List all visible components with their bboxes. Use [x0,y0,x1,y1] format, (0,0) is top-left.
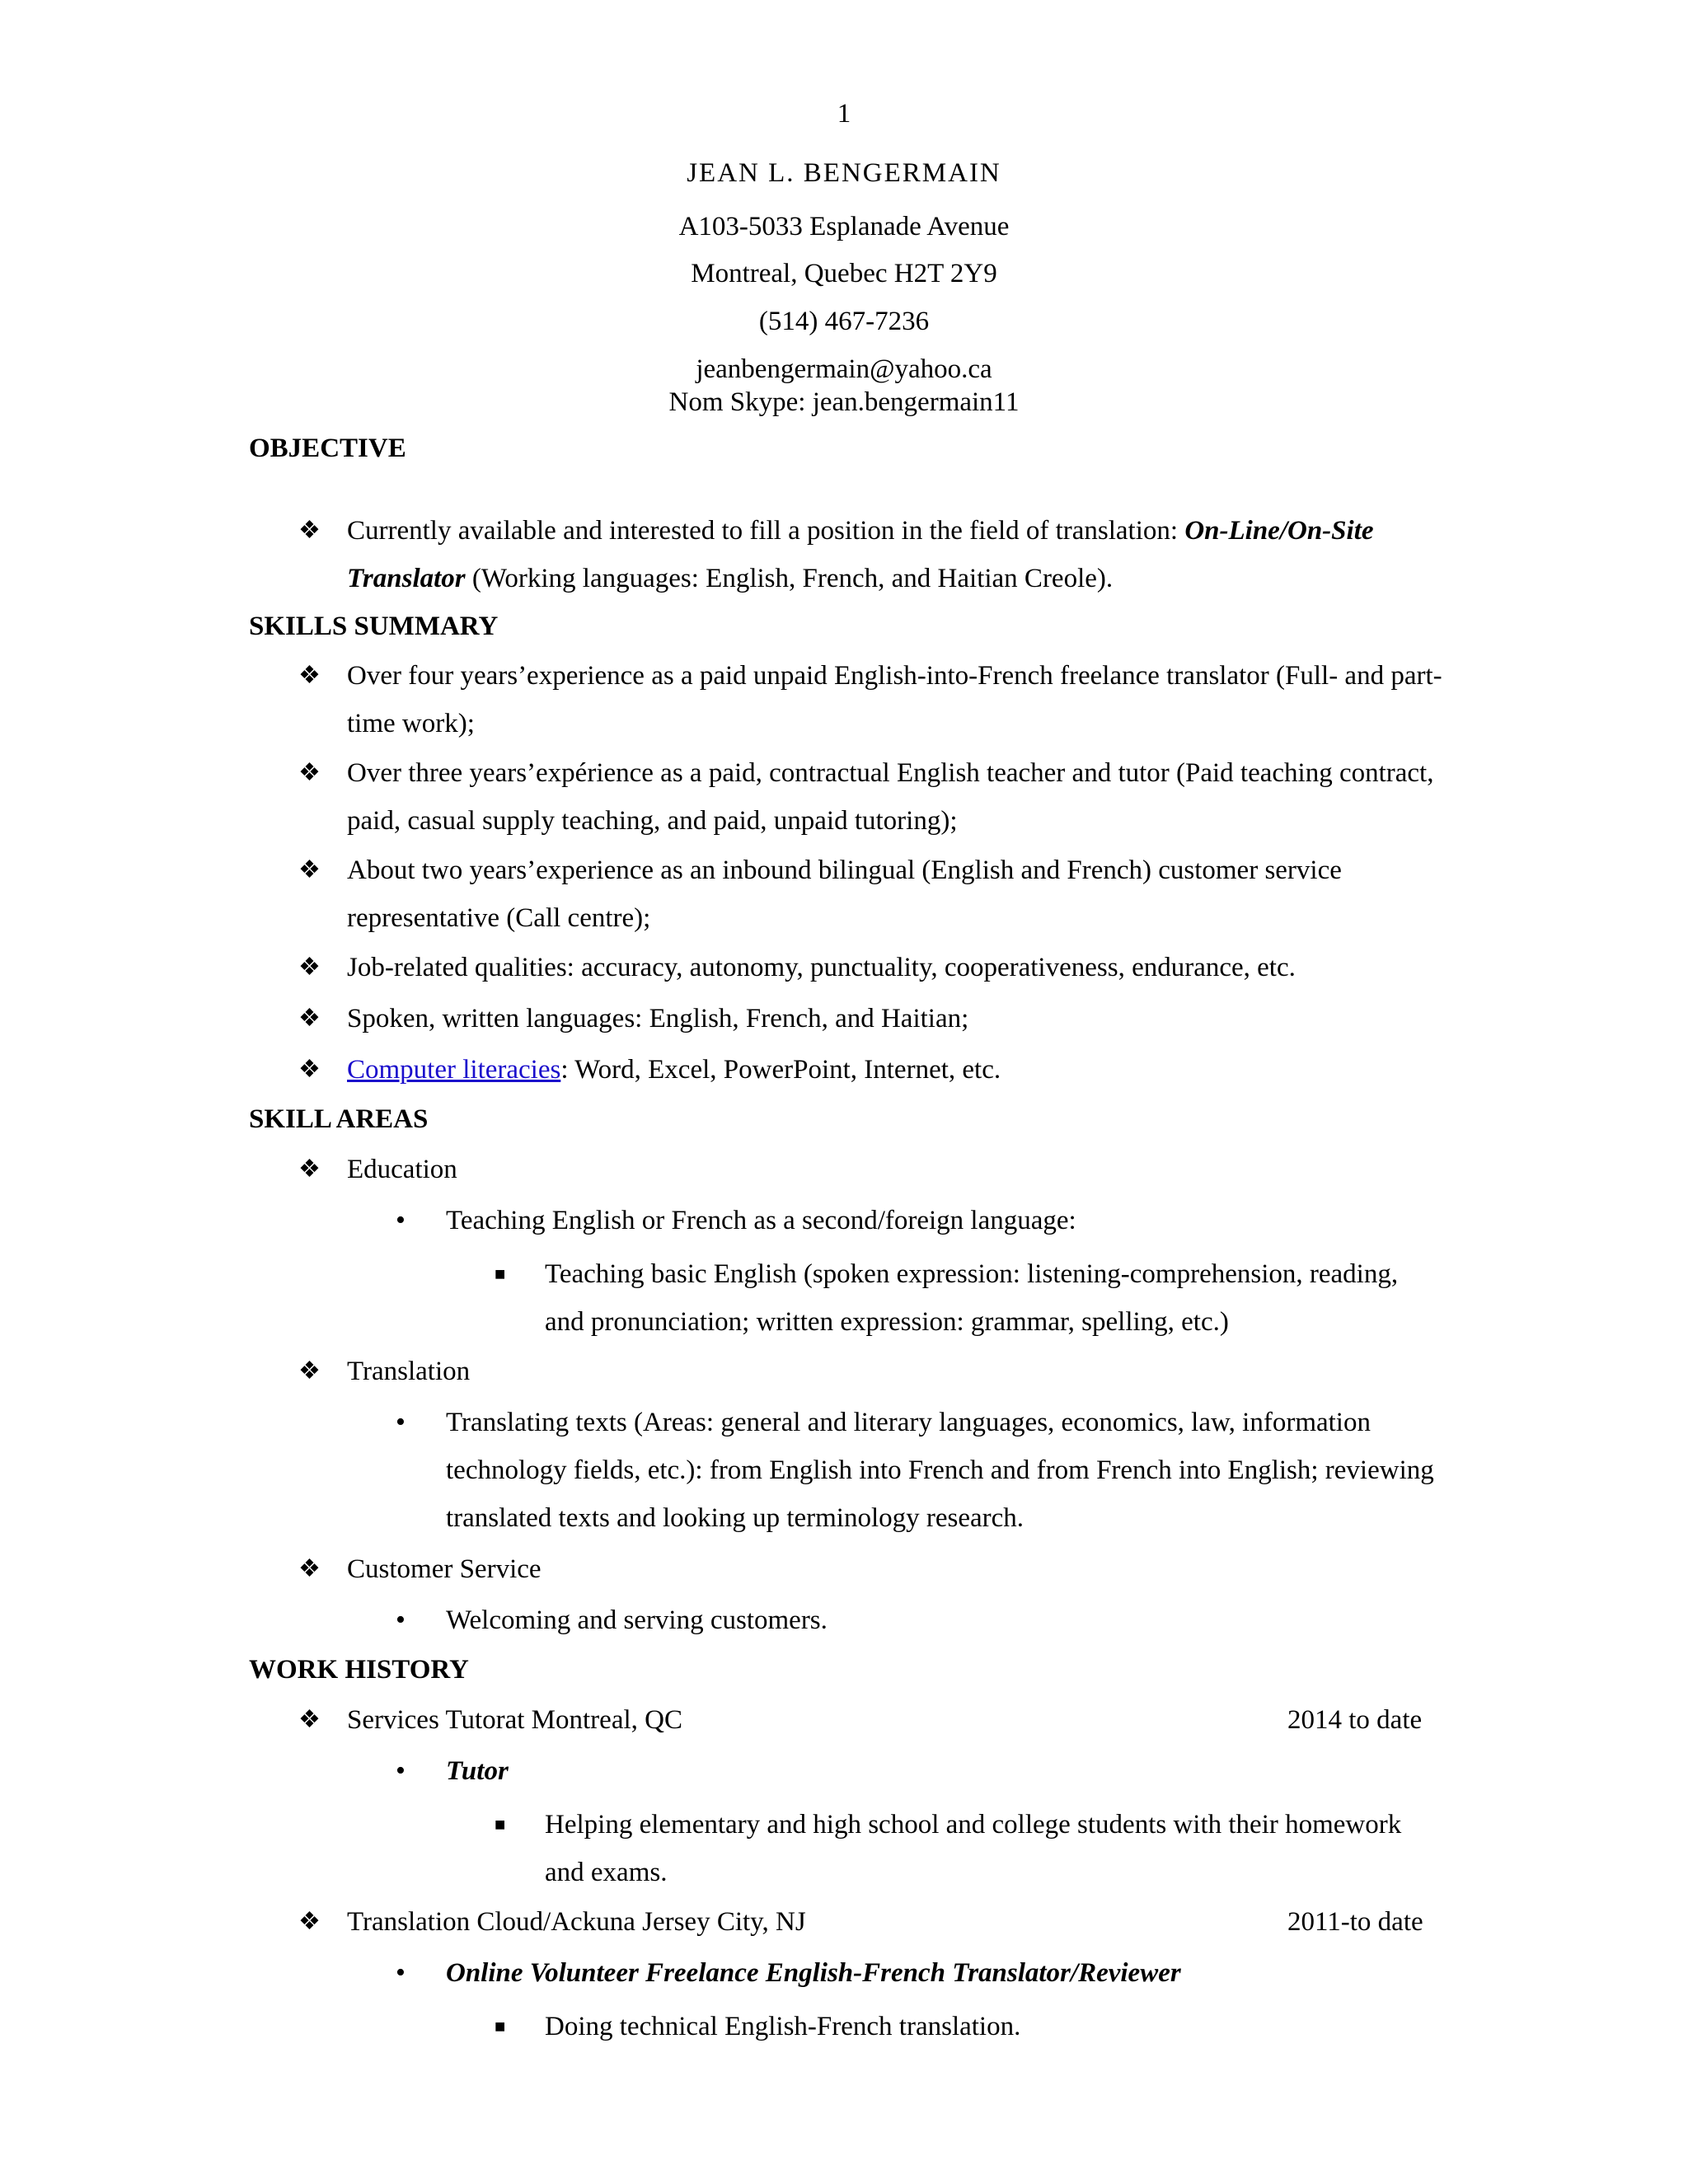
job-dates: 2011-to date [1287,1907,1423,1937]
phone-number: (514) 467-7236 [758,307,930,336]
candidate-name: JEAN L. BENGERMAIN [687,158,1001,188]
job-employer: Translation Cloud/Ackuna Jersey City, NJ [347,1907,806,1937]
diamond-bullet-icon: ❖ [298,517,321,544]
objective-text [347,507,1443,602]
objective-emphasis: On-Line/On-Site Translator [347,516,1374,593]
skills-summary-item-computer [347,1046,1443,1094]
job-duty: Doing technical English-French translation. [545,2012,1021,2041]
diamond-bullet-icon: ❖ [298,1155,321,1183]
skill-areas-heading: SKILL AREAS [249,1104,429,1134]
address-line-2: Montreal, Quebec H2T 2Y9 [691,259,997,288]
skype-name: Nom Skype: jean.bengermain11 [668,387,1020,417]
disc-bullet-icon: • [396,1755,406,1786]
diamond-bullet-icon: ❖ [298,954,321,981]
education-detail: Teaching basic English (spoken expression: listening-comprehension, reading, and pronunciation; written expression: grammar, spelling, etc.) [545,1259,1399,1337]
diamond-bullet-icon: ❖ [298,1908,321,1935]
translation-subitem: Translating texts (Areas: general and literary languages, economics, law, information technology fields, etc.): from English into French and from French into English; reviewing translated texts and looking up terminology research. [446,1408,1434,1533]
square-bullet-icon: ■ [495,2016,506,2036]
skills-summary-item: Over four years’experience as a paid unpaid English-into-French freelance translator (Full- and part-time work); [347,661,1442,738]
skills-summary-heading: SKILLS SUMMARY [249,612,499,641]
disc-bullet-icon: • [396,1957,406,1988]
objective-heading: OBJECTIVE [249,434,406,463]
diamond-bullet-icon: ❖ [298,1357,321,1385]
skills-summary-item: Spoken, written languages: English, French, and Haitian; [347,1004,969,1033]
skill-area-education: Education [347,1155,457,1184]
job-dates: 2014 to date [1287,1705,1423,1735]
diamond-bullet-icon: ❖ [298,1555,321,1582]
job-title: Tutor [446,1756,509,1786]
skills-summary-item: Over three years’expérience as a paid, contractual English teacher and tutor (Paid teaching contract, paid, casual supply teaching, and paid, unpaid tutoring); [347,758,1434,836]
computer-literacies-link[interactable]: Computer literacies [347,1055,561,1085]
objective-text-after: (Working languages: English, French, and Haitian Creole). [465,564,1114,593]
skills-summary-item: About two years’experience as an inbound bilingual (English and French) customer service representative (Call centre); [347,855,1342,933]
diamond-bullet-icon: ❖ [298,856,321,883]
objective-text-before: Currently available and interested to fill a position in the field of translation: [347,516,1185,546]
square-bullet-icon: ■ [495,1814,506,1835]
education-subitem: Teaching English or French as a second/foreign language: [446,1206,1076,1235]
disc-bullet-icon: • [396,1407,406,1437]
square-bullet-icon: ■ [495,1263,506,1284]
address-line-1: A103-5033 Esplanade Avenue [678,212,1010,241]
skill-area-customer-service: Customer Service [347,1554,542,1584]
work-history-heading: WORK HISTORY [249,1655,469,1685]
job-title: Online Volunteer Freelance English-French Translator/Reviewer [446,1958,1181,1988]
page-number: 1 [837,99,851,129]
diamond-bullet-icon: ❖ [298,1706,321,1733]
skills-summary-item: Job-related qualities: accuracy, autonomy, punctuality, cooperativeness, endurance, etc. [347,953,1296,982]
diamond-bullet-icon: ❖ [298,1056,321,1083]
computer-literacies-text: : Word, Excel, PowerPoint, Internet, etc. [560,1055,1001,1085]
email-address: jeanbengermain@yahoo.ca [696,354,992,384]
skill-area-translation: Translation [347,1357,471,1386]
diamond-bullet-icon: ❖ [298,662,321,689]
disc-bullet-icon: • [396,1605,406,1635]
diamond-bullet-icon: ❖ [298,759,321,786]
diamond-bullet-icon: ❖ [298,1005,321,1032]
job-duty: Helping elementary and high school and college students with their homework and exams. [545,1810,1402,1887]
job-employer: Services Tutorat Montreal, QC [347,1705,682,1735]
disc-bullet-icon: • [396,1205,406,1235]
customer-service-subitem: Welcoming and serving customers. [446,1605,828,1635]
